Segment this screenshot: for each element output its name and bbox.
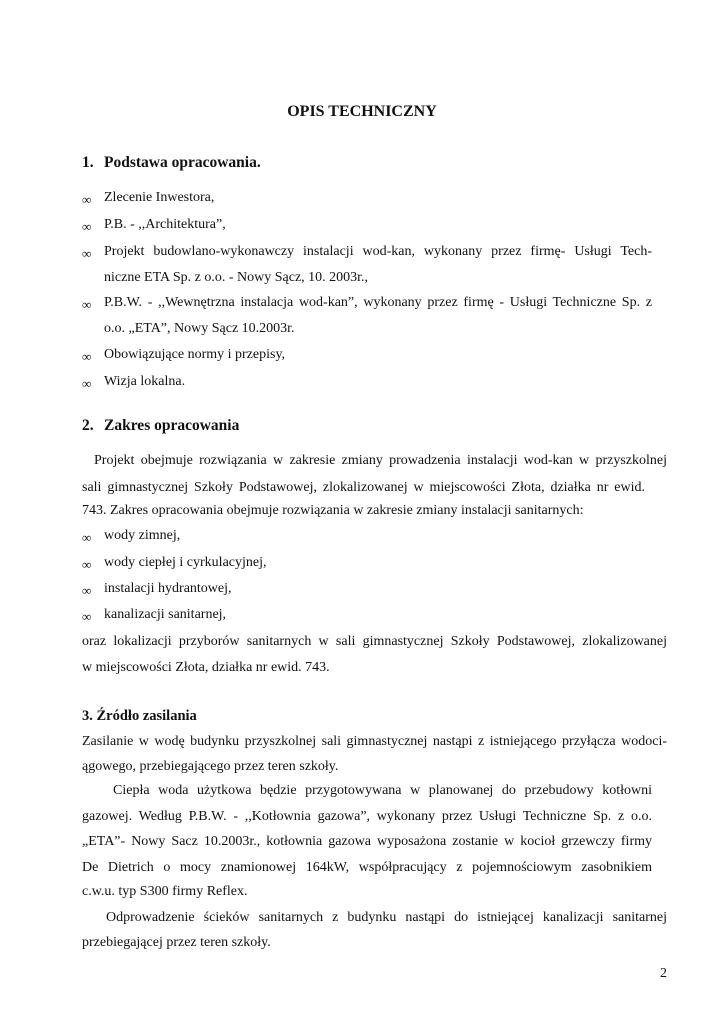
section-1-heading: [82, 154, 261, 172]
paragraph-line: Projekt obejmuje rozwiązania w zakresie zmiany prowadzenia instalacji wod-kan w przyszkolnej: [94, 453, 667, 468]
bullet-icon: ∞: [82, 557, 92, 572]
bullet-icon: ∞: [82, 530, 92, 545]
bullet-icon: ∞: [82, 609, 92, 624]
list-item-continuation: niczne ETA Sp. z o.o. - Nowy Sącz, 10. 2003r.,: [104, 270, 369, 285]
section-2-number: 2.: [82, 417, 94, 434]
bullet-icon: ∞: [82, 583, 92, 598]
list-item: Projekt budowlano-wykonawczy instalacji wod-kan, wykonany przez firmę- Usługi Tech-: [104, 244, 652, 259]
paragraph-line: w miejscowości Złota, działka nr ewid. 743.: [82, 660, 330, 675]
page-number: 2: [660, 966, 667, 981]
paragraph-line: Ciepła woda użytkowa będzie przygotowywana w planowanej do przebudowy kotłowni: [113, 783, 652, 798]
list-item: Obowiązujące normy i przepisy,: [104, 347, 286, 362]
bullet-icon: ∞: [82, 219, 92, 234]
bullet-icon: ∞: [82, 192, 92, 207]
bullet-icon: ∞: [82, 376, 92, 391]
paragraph-line: De Dietrich o mocy znamionowej 164kW, współpracujący z pojemnościowym zasobnikiem: [82, 860, 652, 875]
paragraph-line: 743. Zakres opracowania obejmuje rozwiązania w zakresie zmiany instalacji sanitarnych:: [82, 503, 584, 518]
list-item: wody ciepłej i cyrkulacyjnej,: [104, 555, 267, 570]
paragraph-line: oraz lokalizacji przyborów sanitarnych w sali gimnastycznej Szkoły Podstawowej, zlokalizowanej: [82, 634, 667, 649]
section-2-heading: [82, 417, 239, 435]
list-item: kanalizacji sanitarnej,: [104, 607, 227, 622]
list-item: P.B. - ,,Architektura”,: [104, 217, 226, 232]
paragraph-line: gazowej. Według P.B.W. - ,,Kotłownia gazowa”, wykonany przez Usługi Techniczne Sp. z o.o.: [82, 809, 652, 824]
list-item: wody zimnej,: [104, 528, 181, 543]
bullet-icon: ∞: [82, 349, 92, 364]
paragraph-line: sali gimnastycznej Szkoły Podstawowej, zlokalizowanej w miejscowości Złota, działka nr ewid.: [82, 480, 645, 495]
list-item: instalacji hydrantowej,: [104, 581, 232, 596]
list-item: P.B.W. - ,,Wewnętrzna instalacja wod-kan”, wykonany przez firmę - Usługi Techniczne Sp. z: [104, 295, 652, 310]
section-2-title: Zakres opracowania: [104, 417, 240, 434]
paragraph-line: „ETA”- Nowy Sacz 10.2003r., kotłownia gazowa wyposażona zostanie w kocioł grzewczy firmy: [82, 834, 652, 849]
section-1-number: 1.: [82, 154, 94, 171]
section-1-title: Podstawa opracowania.: [104, 154, 261, 171]
list-item: Zlecenie Inwestora,: [104, 190, 215, 205]
paragraph-line: przebiegającej przez teren szkoły.: [82, 935, 271, 950]
list-item-continuation: o.o. „ETA”, Nowy Sącz 10.2003r.: [104, 321, 295, 336]
bullet-icon: ∞: [82, 246, 92, 261]
paragraph-line: Zasilanie w wodę budynku przyszkolnej sali gimnastycznej nastąpi z istniejącego przyłącza wodoci-: [82, 734, 667, 749]
bullet-icon: ∞: [82, 297, 92, 312]
paragraph-line: Odprowadzenie ścieków sanitarnych z budynku nastąpi do istniejącej kanalizacji sanitarnej: [106, 910, 667, 925]
paragraph-line: c.w.u. typ S300 firmy Reflex.: [82, 884, 248, 899]
page-title: OPIS TECHNICZNY: [287, 103, 437, 120]
paragraph-line: ągowego, przebiegającego przez teren szkoły.: [82, 759, 339, 774]
section-3-heading: 3. Źródło zasilania: [82, 708, 197, 724]
list-item: Wizja lokalna.: [104, 374, 186, 389]
